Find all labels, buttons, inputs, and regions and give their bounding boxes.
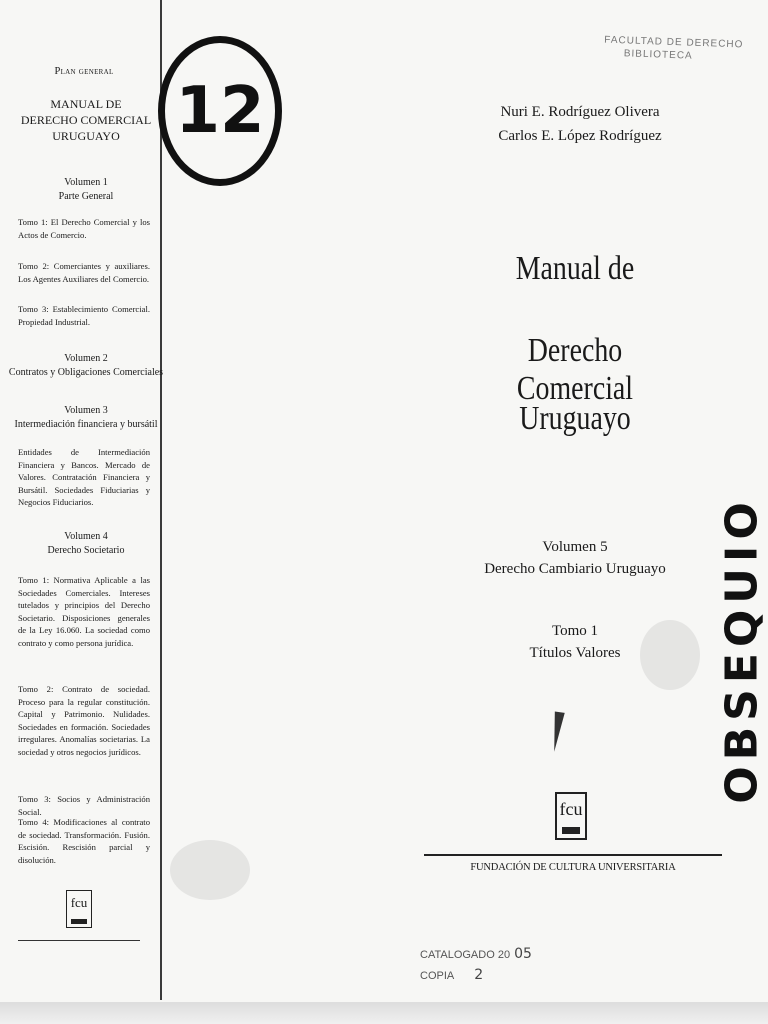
plan-general-title: Plan general: [54, 66, 114, 77]
volume-3-heading: Volumen 3 Intermediación financiera y bursátil: [14, 405, 158, 430]
fcu-logo: fcu: [555, 792, 587, 840]
volume-4-heading: Volumen 4 Derecho Societario: [47, 531, 125, 556]
v4-tomo-3: Tomo 3: Socios y Administración Social.: [18, 794, 150, 817]
author-2: Carlos E. López Rodríguez: [498, 128, 662, 144]
authors: [480, 100, 680, 148]
title-line-1: Manual de: [515, 250, 635, 287]
v1-tomo-1: Tomo 1: El Derecho Comercial y los Actos de Comercio.: [18, 217, 150, 240]
v4-tomo-4: Tomo 4: Modificaciones al contrato de sociedad. Transformación. Fusión. Escisión. Rescisión parcial y disolución.: [18, 817, 150, 865]
title-line-2: Derecho Comercial: [516, 332, 634, 407]
publisher-rule: [424, 854, 722, 856]
publisher-name: FUNDACIÓN DE CULTURA UNIVERSITARIA: [470, 862, 676, 873]
scan-smudge: [640, 620, 700, 690]
series-title: MANUAL DE DERECHO COMERCIAL URUGUAYO: [20, 97, 152, 143]
plan-general-column: [0, 0, 162, 1000]
author-1: Nuri E. Rodríguez Olivera: [500, 104, 660, 120]
library-stamp: FACULTAD DE DERECHO BIBLIOTECA: [604, 34, 744, 62]
pen-mark: [549, 711, 564, 752]
volume-info: Volumen 5 Derecho Cambiario Uruguayo: [484, 539, 666, 577]
catalog-stamp: CATALOGADO 20 05 COPIA 2: [420, 946, 532, 983]
scan-smudge: [170, 840, 250, 900]
divider: [18, 940, 140, 941]
tomo-info: Tomo 1 Títulos Valores: [529, 623, 621, 661]
v1-tomo-3: Tomo 3: Establecimiento Comercial. Propiedad Industrial.: [18, 304, 150, 327]
v4-tomo-2: Tomo 2: Contrato de sociedad. Proceso para la regular constitución. Capital y Patrimonio. Nulidades. Sociedades en formación. Sociedades irregulares. Anomalías societarias. La sociedad y otros negocios jurídicos.: [18, 684, 150, 757]
v1-tomo-2: Tomo 2: Comerciantes y auxiliares. Los Agentes Auxiliares del Comercio.: [18, 261, 150, 284]
obsequio-stamp: OBSEQUIO: [716, 496, 768, 804]
volume-1-heading: Volumen 1 Parte General: [58, 177, 114, 202]
scan-edge: [0, 1002, 768, 1024]
fcu-logo-small: fcu: [66, 890, 92, 928]
v4-tomo-1: Tomo 1: Normativa Aplicable a las Sociedades Comerciales. Intereses tutelados y principios del Derecho Societario. Disposiciones generales de la Ley 16.060. La sociedad como contrato y como persona jurídica.: [18, 575, 150, 648]
title-line-3: Uruguayo: [519, 400, 631, 437]
handwritten-number-circle: 12: [158, 36, 282, 186]
v3-description: Entidades de Intermediación Financiera y Bancos. Mercado de Valores. Contratación Financiera y Bursátil. Sociedades Fiduciarias y Negocios Fiduciarios.: [18, 447, 150, 508]
volume-2-heading: Volumen 2 Contratos y Obligaciones Comerciales: [8, 353, 164, 378]
